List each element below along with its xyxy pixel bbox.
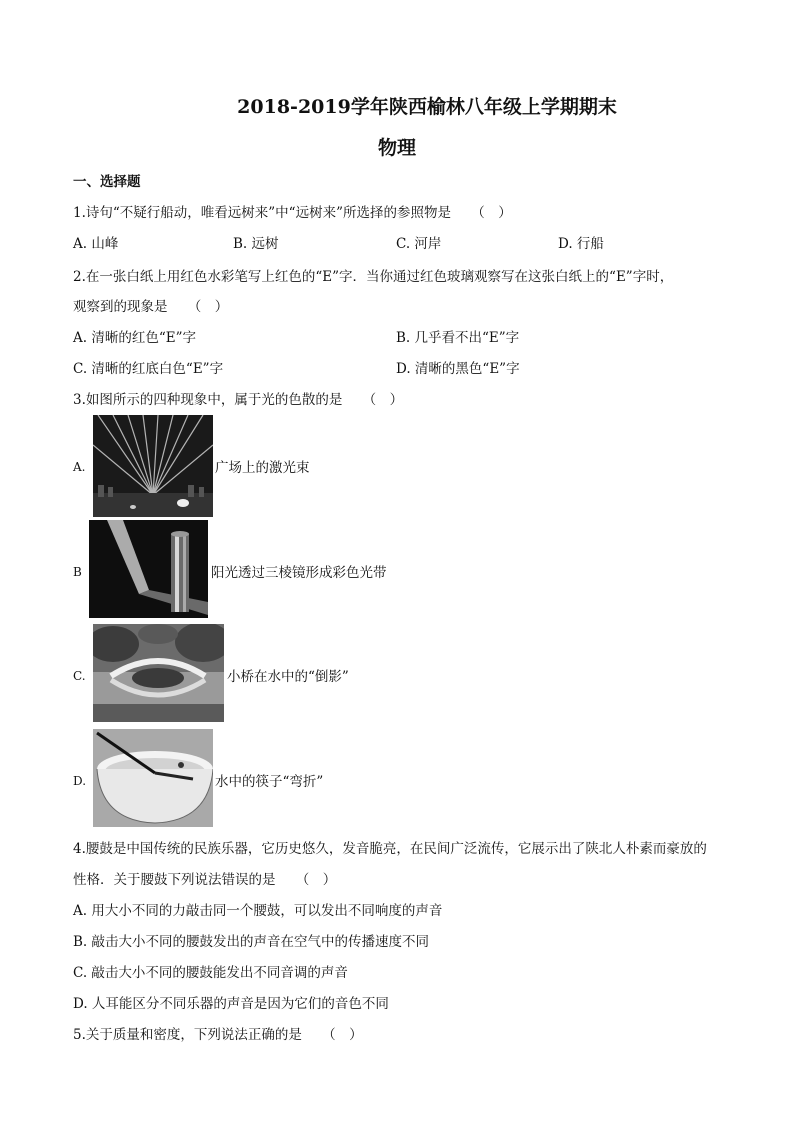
q1-option-a: A. 山峰 (73, 236, 119, 252)
q4-option-d: D. 人耳能区分不同乐器的声音是因为它们的音色不同 (73, 996, 389, 1012)
prism-image (89, 520, 208, 618)
laser-beams-image (93, 415, 213, 517)
question-5-stem: 5.关于质量和密度，下列说法正确的是 （ ） (73, 1027, 363, 1043)
q3-option-a-letter: A. (73, 460, 86, 474)
q3-option-c-text: 小桥在水中的“倒影” (227, 669, 349, 685)
bridge-reflection-image (93, 624, 224, 722)
page-title: 2018-2019学年陕西榆林八年级上学期期末 (237, 96, 617, 118)
q2-option-d: D. 清晰的黑色“E”字 (396, 361, 520, 377)
question-1-stem: 1.诗句“不疑行船动，唯看远树来”中“远树来”所选择的参照物是 （ ） (73, 205, 512, 221)
q4-option-a: A. 用大小不同的力敲击同一个腰鼓，可以发出不同响度的声音 (73, 903, 443, 919)
question-2-stem-line2: 观察到的现象是 （ ） (73, 299, 229, 315)
q3-option-d-letter: D. (73, 774, 87, 788)
question-3-stem: 3.如图所示的四种现象中，属于光的色散的是 （ ） (73, 392, 404, 408)
q1-option-b: B. 远树 (233, 236, 279, 252)
section-heading: 一、选择题 (73, 174, 141, 190)
q1-option-c: C. 河岸 (396, 236, 442, 252)
q2-option-c: C. 清晰的红底白色“E”字 (73, 361, 224, 377)
q3-option-a-text: 广场上的激光束 (215, 460, 310, 476)
q2-option-a: A. 清晰的红色“E”字 (73, 330, 196, 346)
q3-option-c-letter: C. (73, 669, 86, 683)
page-subtitle: 物理 (377, 137, 416, 159)
q4-option-b: B. 敲击大小不同的腰鼓发出的声音在空气中的传播速度不同 (73, 934, 430, 950)
question-4-stem-line2: 性格．关于腰鼓下列说法错误的是 （ ） (73, 872, 337, 888)
q2-option-b: B. 几乎看不出“E”字 (396, 330, 520, 346)
question-4-stem-line1: 4.腰鼓是中国传统的民族乐器，它历史悠久，发音脆亮，在民间广泛流传，它展示出了陕北人朴素而豪放的 (73, 841, 707, 857)
q3-option-b-letter: B (73, 565, 82, 579)
question-2-stem-line1: 2.在一张白纸上用红色水彩笔写上红色的“E”字．当你通过红色玻璃观察写在这张白纸上的“E”字时， (73, 269, 674, 285)
q4-option-c: C. 敲击大小不同的腰鼓能发出不同音调的声音 (73, 965, 348, 981)
q1-option-d: D. 行船 (558, 236, 604, 252)
chopsticks-bowl-image (93, 729, 213, 827)
q3-option-d-text: 水中的筷子“弯折” (215, 774, 324, 790)
q3-option-b-text: 阳光透过三棱镜形成彩色光带 (211, 565, 387, 581)
